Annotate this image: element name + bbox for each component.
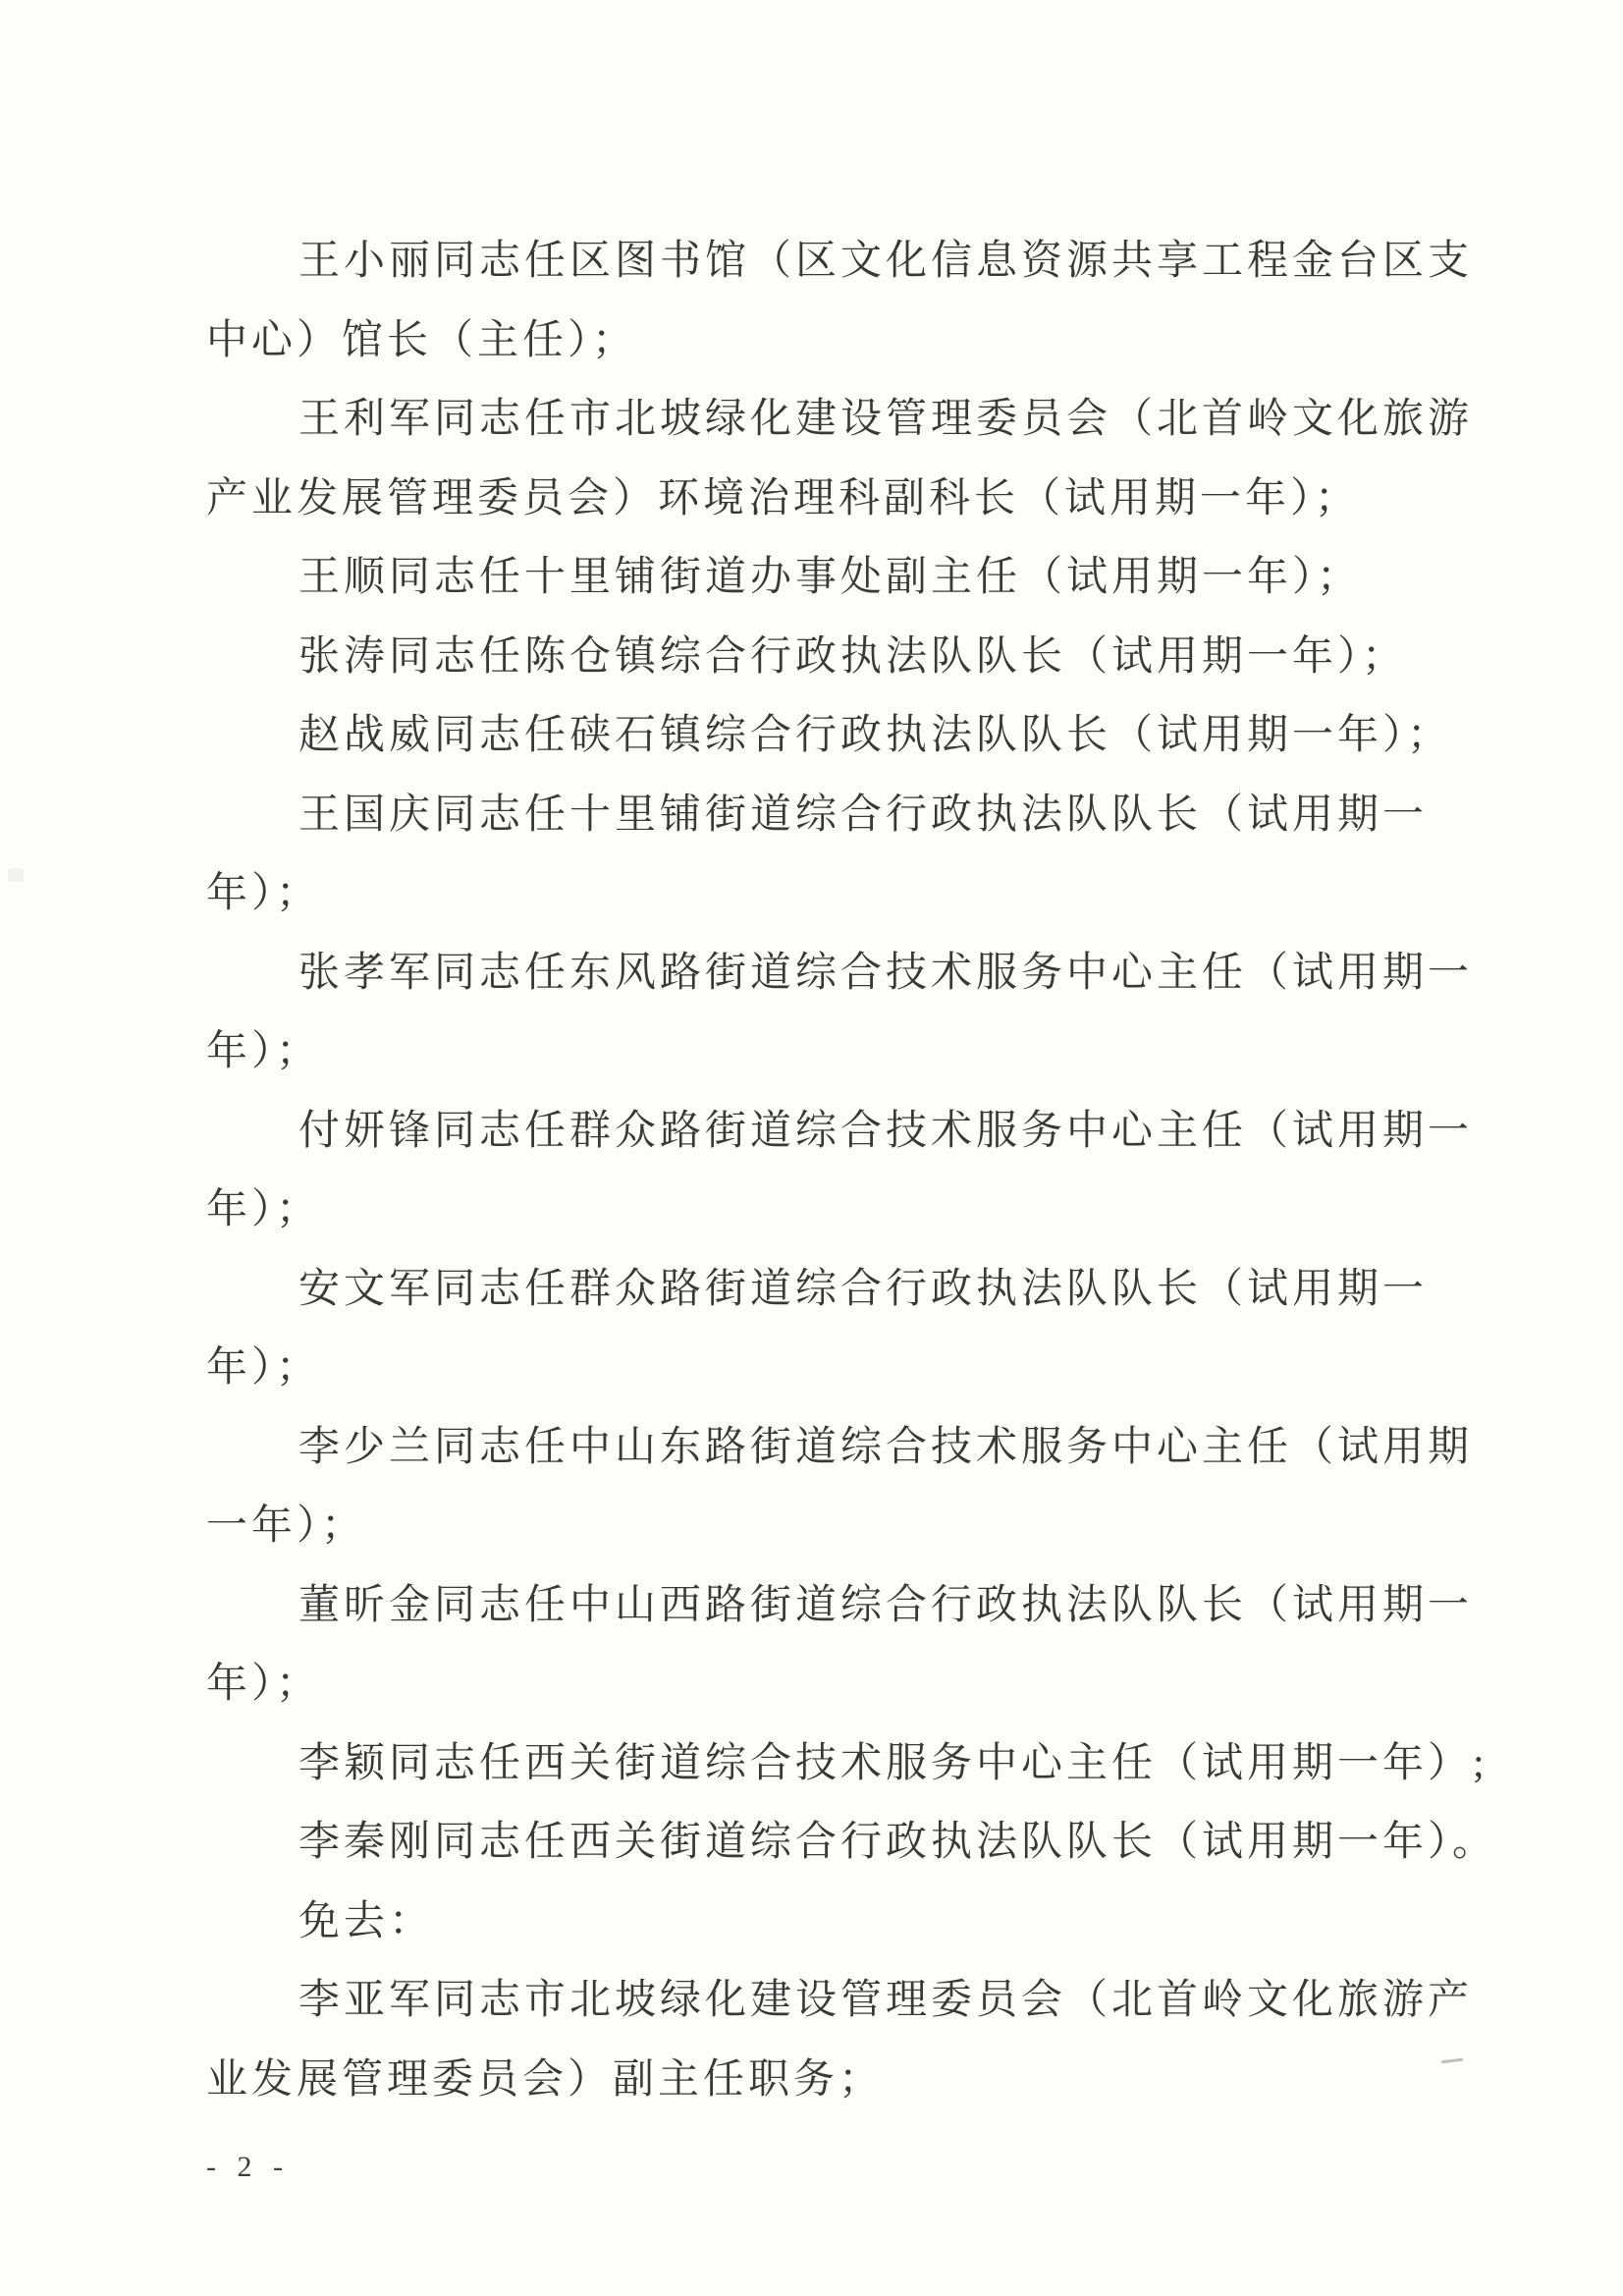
text-line: 业发展管理委员会）副主任职务；: [206, 2056, 885, 2103]
text-line: 免去：: [298, 1898, 435, 1944]
text-line: 董昕金同志任中山西路街道综合行政执法队队长（试用期一: [298, 1582, 1474, 1628]
text-line: 李秦刚同志任西关街道综合行政执法队队长（试用期一年）。: [298, 1820, 1498, 1865]
text-line: 安文军同志任群众路街道综合行政执法队队长（试用期一: [298, 1266, 1429, 1312]
text-line: 李颖同志任西关街道综合技术服务中心主任（试用期一年）;: [298, 1740, 1488, 1786]
text-line: 年）；: [206, 1345, 322, 1391]
text-line: 年）；: [206, 871, 322, 916]
text-line: 年）；: [206, 1187, 322, 1232]
text-line: 年）；: [206, 1029, 322, 1074]
text-line: 王利军同志任市北坡绿化建设管理委员会（北首岭文化旅游: [298, 397, 1474, 442]
text-line: 产业发展管理委员会）环境治理科副科长（试用期一年）；: [206, 475, 1361, 521]
text-line: 一年）；: [206, 1503, 367, 1549]
text-line: 李少兰同志任中山东路街道综合技术服务中心主任（试用期: [298, 1424, 1474, 1470]
text-line: 付妍锋同志任群众路街道综合技术服务中心主任（试用期一: [298, 1108, 1474, 1154]
text-line: 王小丽同志任区图书馆（区文化信息资源共享工程金台区支: [298, 239, 1474, 284]
text-line: 王顺同志任十里铺街道办事处副主任（试用期一年）；: [298, 555, 1363, 600]
text-line: 张涛同志任陈仓镇综合行政执法队队长（试用期一年）；: [298, 633, 1408, 680]
page-number: - 2 -: [206, 2151, 290, 2183]
text-line: 李亚军同志市北坡绿化建设管理委员会（北首岭文化旅游产: [298, 1978, 1474, 2023]
scan-smudge-artifact: [8, 868, 24, 882]
text-line: 王国庆同志任十里铺街道综合行政执法队队长（试用期一: [298, 792, 1429, 838]
text-line: 年）；: [206, 1662, 322, 1707]
text-line: 中心）馆长（主任）；: [206, 317, 638, 363]
text-line: 张孝军同志任东风路街道综合技术服务中心主任（试用期一: [298, 950, 1474, 996]
scan-dash-artifact: [1441, 2058, 1463, 2064]
text-line: 赵战威同志任硖石镇综合行政执法队队长（试用期一年）；: [298, 713, 1453, 758]
